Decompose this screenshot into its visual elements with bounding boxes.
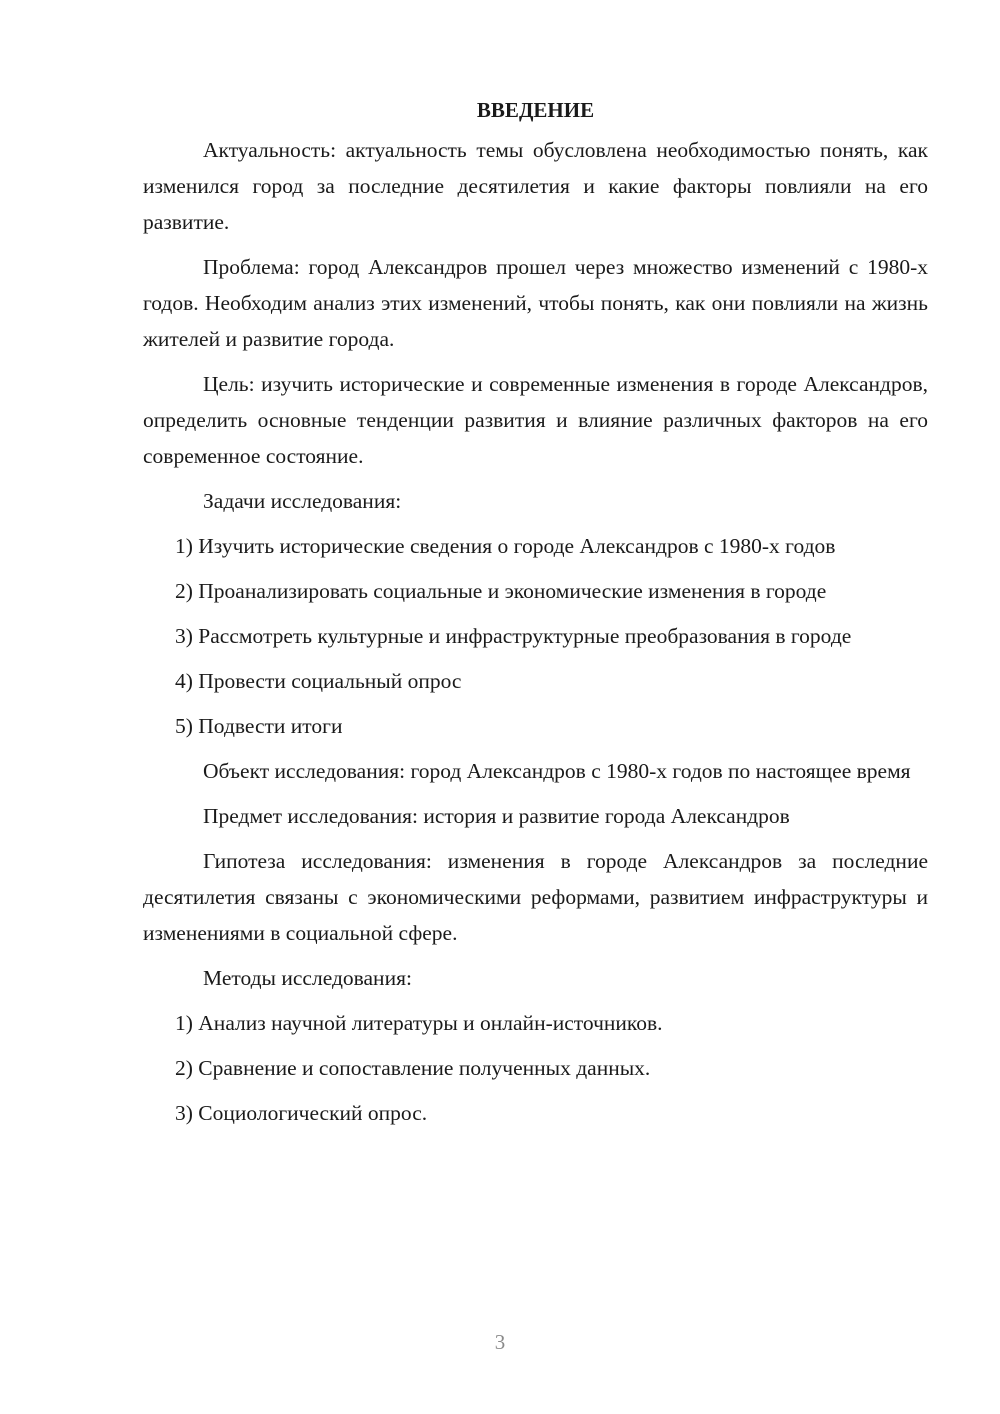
method-item: 3) Социологический опрос.	[175, 1101, 428, 1125]
goal-paragraph: Цель: изучить исторические и современные изменения в городе Александров, определить основные тенденции развития и влияние различных факторов на его современное состояние.	[143, 372, 928, 468]
method-item: 2) Сравнение и сопоставление полученных данных.	[175, 1056, 651, 1080]
page-number: 3	[494, 1330, 506, 1354]
hypothesis-paragraph: Гипотеза исследования: изменения в городе Александров за последние десятилетия связаны с экономическими реформами, развитием инфраструктуры и изменениями в социальной сфере.	[143, 849, 928, 945]
tasks-heading: Задачи исследования:	[203, 489, 402, 513]
subject-paragraph: Предмет исследования: история и развитие города Александров	[203, 804, 790, 828]
task-item: 3) Рассмотреть культурные и инфраструктурные преобразования в городе	[175, 624, 852, 648]
relevance-paragraph: Актуальность: актуальность темы обусловлена необходимостью понять, как изменился город за последние десятилетия и какие факторы повлияли на его развитие.	[143, 138, 928, 234]
task-item: 2) Проанализировать социальные и экономические изменения в городе	[175, 579, 827, 603]
page-title: ВВЕДЕНИЕ	[476, 98, 595, 122]
problem-paragraph: Проблема: город Александров прошел через множество изменений с 1980-х годов. Необходим анализ этих изменений, чтобы понять, как они повлияли на жизнь жителей и развитие города.	[143, 255, 928, 351]
task-item: 4) Провести социальный опрос	[175, 669, 462, 693]
methods-list	[143, 1005, 928, 1131]
methods-heading: Методы исследования:	[203, 966, 412, 990]
task-item: 5) Подвести итоги	[175, 714, 343, 738]
task-item: 1) Изучить исторические сведения о городе Александров с 1980-х годов	[175, 534, 836, 558]
object-paragraph: Объект исследования: город Александров с 1980-х годов по настоящее время	[203, 759, 911, 783]
tasks-list	[143, 528, 928, 744]
document-page	[143, 92, 928, 1140]
method-item: 1) Анализ научной литературы и онлайн-источников.	[175, 1011, 663, 1035]
